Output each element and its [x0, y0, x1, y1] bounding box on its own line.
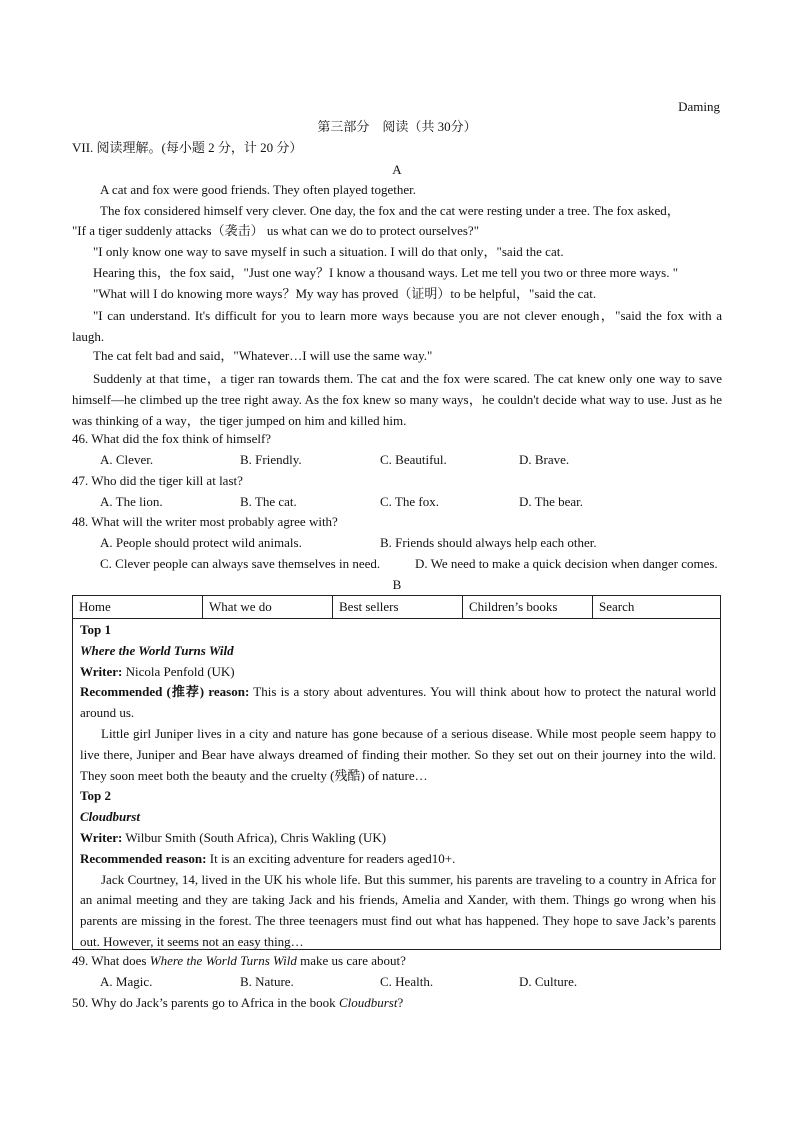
- question-48-option-c: C. Clever people can always save themselves in need.: [100, 556, 381, 571]
- top1-reason-line: [80, 682, 716, 724]
- top1-writer-label: Writer:: [80, 663, 123, 679]
- top2-reason: It is an exciting adventure for readers aged10+.: [206, 850, 456, 866]
- top2-writer-line: [80, 828, 716, 849]
- question-49-option-b: B. Nature.: [240, 974, 294, 989]
- question-47-stem: 47. Who did the tiger kill at last?: [72, 473, 243, 488]
- question-50-stem-post: ?: [397, 995, 404, 1010]
- top1-reason: This is a story about adventures. You will think about how to protect the natural world around us.: [80, 684, 716, 721]
- question-46-option-a: A. Clever.: [100, 452, 154, 467]
- section-title: VII. 阅读理解。(每小题 2 分，计 20 分）: [72, 140, 303, 155]
- question-48-option-a: A. People should protect wild animals.: [100, 535, 302, 550]
- nav-tab-search[interactable]: Search: [599, 599, 635, 614]
- top1-writer: Nicola Penfold (UK): [122, 663, 235, 679]
- passage-a-paragraph-5: "What will I do knowing more ways？My way has proved（证明）to be helpful，"said the cat.: [93, 286, 597, 301]
- passage-a-label: A: [392, 162, 402, 177]
- question-47-option-a: A. The lion.: [100, 494, 163, 509]
- passage-a-paragraph-4: Hearing this，the fox said，"Just one way？I know a thousand ways. Let me tell you two or three more ways. ": [93, 265, 679, 280]
- question-47-option-b: B. The cat.: [240, 494, 297, 509]
- top1-reason-label: Recommended (推荐) reason:: [80, 684, 250, 700]
- header-corner-text: Daming: [678, 99, 720, 114]
- question-47-option-c: C. The fox.: [380, 494, 439, 509]
- question-49-stem-post: make us care about?: [296, 953, 406, 968]
- passage-a-paragraph-3: "I only know one way to save myself in such a situation. I will do that only，"said the cat.: [93, 244, 564, 259]
- top2-reason-label: Recommended reason:: [80, 850, 207, 866]
- question-48-stem: 48. What will the writer most probably agree with?: [72, 514, 338, 529]
- nav-tab-home[interactable]: Home: [73, 596, 203, 618]
- question-47-option-d: D. The bear.: [519, 494, 584, 509]
- question-50-stem-title: Cloudburst: [338, 995, 398, 1010]
- top1-writer-line: [80, 662, 716, 683]
- question-49-stem-pre: 49. What does: [72, 953, 150, 968]
- bookstore-panel: [72, 595, 721, 950]
- question-49-stem: [72, 952, 406, 970]
- top2-summary: Jack Courtney, 14, lived in the UK his whole life. But this summer, his parents are traveling to a country in Africa for an animal meeting and they are taking Jack and his friends, Amelia and Xander, with them. Things go wrong when his parents are missing in the forest. The three teenagers must find out what has happened. They hope to save Jack’s parents out. However, it seems not an easy thing…: [80, 871, 716, 949]
- passage-a-paragraph-8: Suddenly at that time，a tiger ran towards them. The cat and the fox were scared. The cat knew only one way to save himself—he climbed up the tree right away. As the fox knew so many ways，he couldn't decide what way to use. Just as he was thinking of a way，the tiger jumped on him and killed him.: [72, 371, 722, 428]
- question-46-option-d: D. Brave.: [519, 452, 570, 467]
- question-46-stem: 46. What did the fox think of himself?: [72, 431, 272, 446]
- top1-title: Where the World Turns Wild: [80, 642, 234, 658]
- question-49-stem-title: Where the World Turns Wild: [149, 953, 297, 968]
- top2-rank: Top 2: [80, 788, 111, 804]
- top2-writer: Wilbur Smith (South Africa), Chris Wakling (UK): [122, 829, 387, 845]
- question-46-option-b: B. Friendly.: [240, 452, 302, 467]
- nav-tab-childrens-books[interactable]: Children’s books: [463, 596, 593, 618]
- passage-a-paragraph-2: The fox considered himself very clever. One day, the fox and the cat were resting under a tree. The fox asked，: [100, 203, 680, 218]
- top1-summary: Little girl Juniper lives in a city and nature has gone because of a serious disease. While most people seem happy to live there, Juniper and Bear have always dreamed of finding their mother. So they set out on their journey into the wild. They soon meet both the beauty and the cruelty (残酷) of nature…: [80, 725, 716, 783]
- passage-a-paragraph-1: A cat and fox were good friends. They often played together.: [100, 182, 416, 197]
- passage-a-paragraph-6: "I can understand. It's difficult for you to learn more ways because you are not clever enough，"said the fox with a laugh.: [72, 308, 722, 344]
- passage-b-label: B: [392, 577, 402, 592]
- question-48-option-b: B. Friends should always help each other.: [380, 535, 597, 550]
- question-48-option-d: D. We need to make a quick decision when danger comes.: [415, 556, 718, 571]
- passage-a-paragraph-7: The cat felt bad and said，"Whatever…I will use the same way.": [93, 348, 433, 363]
- top2-reason-line: [80, 849, 716, 870]
- question-50-stem: [72, 994, 403, 1012]
- top2-title: Cloudburst: [80, 809, 140, 825]
- nav-tab-what-we-do[interactable]: What we do: [203, 596, 333, 618]
- question-49-option-c: C. Health.: [380, 974, 434, 989]
- question-49-option-a: A. Magic.: [100, 974, 153, 989]
- top2-writer-label: Writer:: [80, 829, 123, 845]
- question-50-stem-pre: 50. Why do Jack’s parents go to Africa in the book: [72, 995, 339, 1010]
- passage-a-paragraph-2-cont: "If a tiger suddenly attacks（袭击） us what can we do to protect ourselves?": [72, 223, 479, 238]
- question-49-option-d: D. Culture.: [519, 974, 578, 989]
- book-list: [80, 620, 716, 953]
- part-title: 第三部分 阅读（共 30分）: [317, 119, 477, 134]
- nav-tab-best-sellers[interactable]: Best sellers: [333, 596, 463, 618]
- question-46-option-c: C. Beautiful.: [380, 452, 447, 467]
- bookstore-nav: [73, 596, 720, 619]
- top1-rank: Top 1: [80, 622, 111, 637]
